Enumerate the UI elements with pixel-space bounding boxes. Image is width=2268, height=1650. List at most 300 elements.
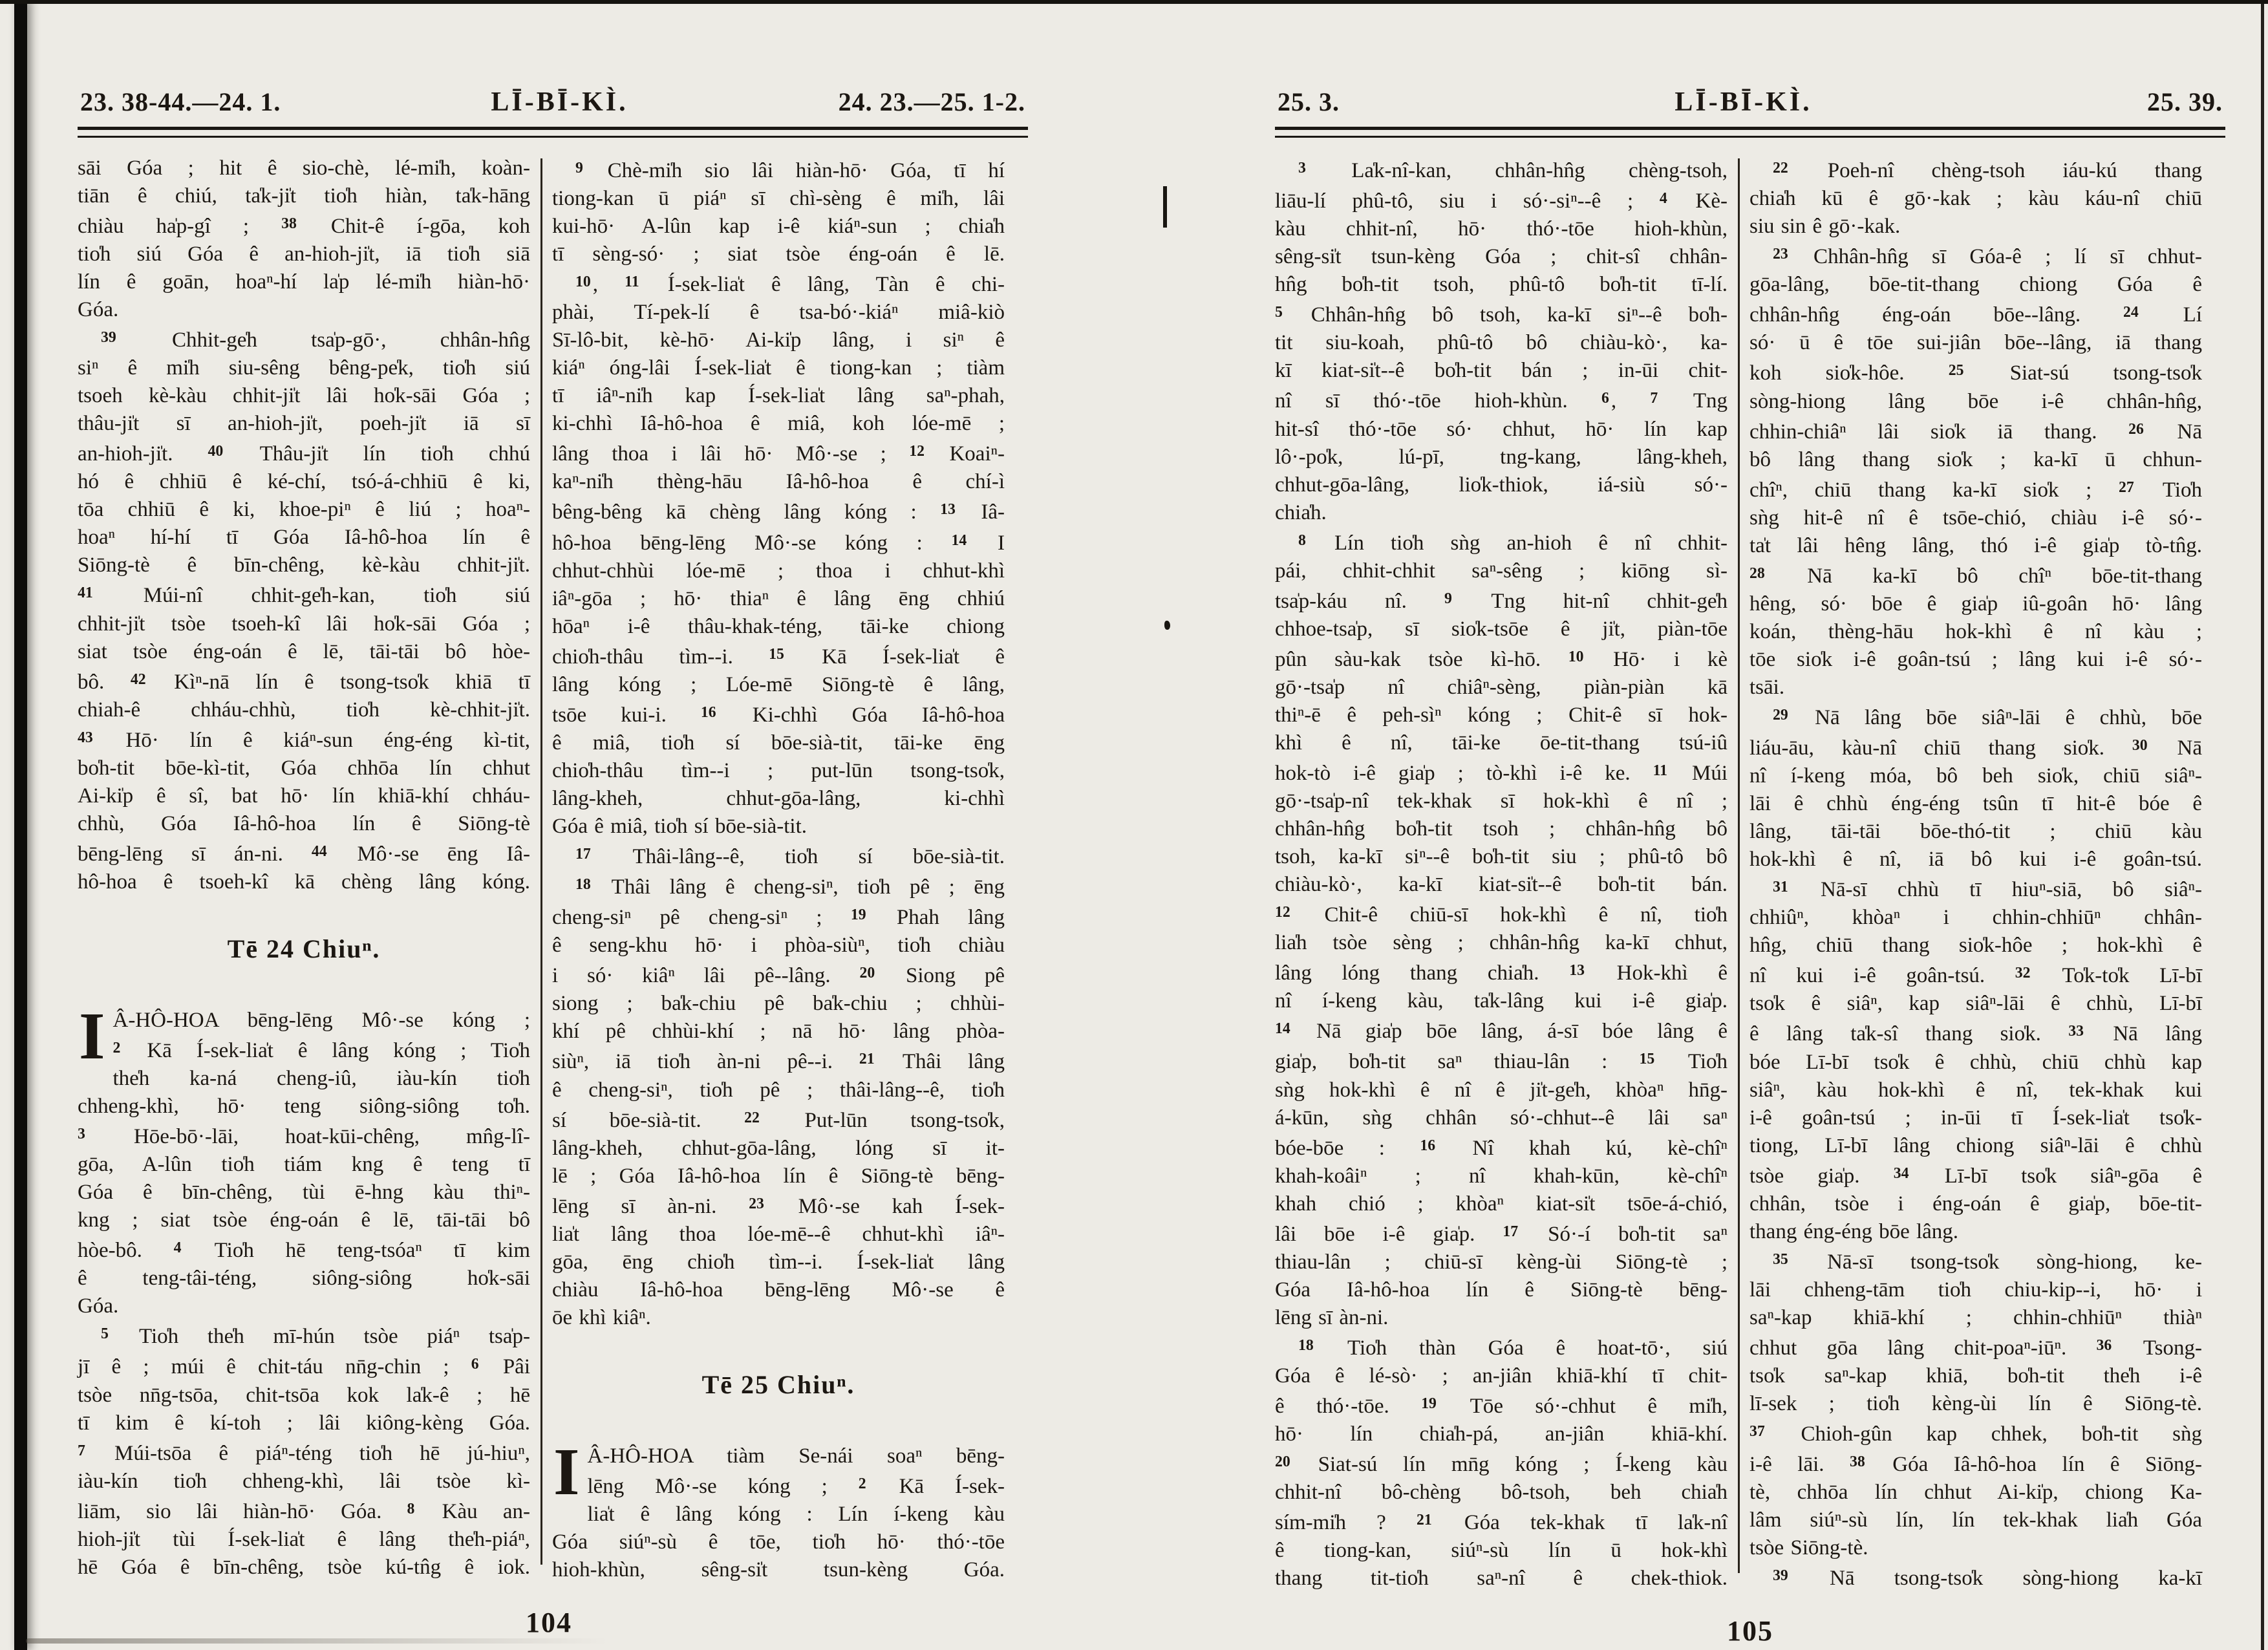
text-line: Góa. [78,298,119,322]
text-line: tsòe nn̄g-tsōa, chit-tsōa kok la̍k-ê ; hē [78,1383,530,1407]
verse-number: 8 [407,1500,415,1517]
text-line: lâng kóng ; Lóe-mē Siōng-tè ê lâng, [552,672,1005,696]
text-line: saⁿ-kap khiā-khí ; chhin-chhiūⁿ thiàⁿ [1749,1305,2202,1329]
scan-edge-right [2261,0,2264,1650]
verse-number: 29 [1773,706,1788,723]
text-line: kng ; siat tsòe éng-oán ê lē, tāi-tāi bô [78,1208,530,1232]
text-line: i-ê goân-tsú ; in-ūi tī Í-sek-lia̍t tso̍k- [1749,1106,2202,1130]
scan-edge-top [0,0,2268,4]
text-line: $^{17}$ Thâi-lâng--ê, tio̍h sí bōe-sià-tit. [575,845,1005,868]
verse-number: 34 [1893,1164,1909,1182]
text-line: sòng-hiong lâng bōe i-ê chhân-hn̂g, [1749,389,2202,413]
verse-number: 15 [769,645,784,663]
text-line: kaⁿ-ni̍h thèng-hāu Iâ-hô-hoa ê chí-ì [552,470,1005,494]
text-line: thiau-lân ; chiū-sī kèng-ùi Siōng-tè ; [1275,1250,1728,1274]
text-line: chhân-hn̂g éng-oán bōe--lâng. $^{24}$ Lí [1749,303,2202,327]
verse-number: 16 [700,703,716,721]
verse-number: 41 [78,584,93,602]
text-line: tiong-kan ū piáⁿ sī chì-sèng ê mi̍h, lâi [552,187,1005,211]
text-line: $^{14}$ Nā gia̍p bōe lâng, á-sī bóe lâng ê [1275,1020,1728,1044]
verse-number: 42 [130,670,146,688]
text-column [1749,155,2202,1592]
text-line: lâng-kheh, chhut-gōa-lâng, ki-chhì [552,786,1005,810]
text-line: tī sèng-só· ; siat tsòe éng-oán ê lē. [552,242,1005,266]
text-line: hn̂g bo̍h-tit tsoh, phû-tô bo̍h-tit tī-lí. [1275,273,1728,297]
text-column [1275,155,1728,1592]
text-line: chîⁿ, chiū thang ka-kī sio̍k ; $^{27}$ Tio̍h [1749,478,2202,502]
text-line: tsòe gia̍p. $^{34}$ Lī-bī tso̍k siâⁿ-gōa ê [1749,1164,2202,1188]
paragraph [78,998,530,1320]
paragraph [552,1434,1005,1584]
text-line: siat tsòe éng-oán ê lē, tāi-tāi bô hòe- [78,639,530,663]
text-line: hô-hoa bēng-lēng Mô·-se kóng : $^{14}$ I [552,531,1005,555]
scan-artifact [1164,621,1170,630]
paragraph [1749,155,2202,241]
verse-number: 12 [909,443,925,460]
text-line: i-ê lāi. $^{38}$ Góa Iâ-hô-hoa lín ê Siōng- [1749,1453,2202,1477]
text-line: Góa ê bīn-chêng, tùi ē-hng kàu thiⁿ- [78,1181,530,1205]
text-line: tī kim ê kí-toh ; lâi kiông-kèng Góa. [78,1411,530,1435]
verse-number: 23 [1773,246,1788,263]
text-line: $^{18}$ Thâi lâng ê cheng-siⁿ, tio̍h pê ; ēng [575,875,1005,899]
verse-number: 15 [1639,1051,1655,1068]
text-line: $^{10}$, $^{11}$ Í-sek-lia̍t ê lâng, Tàn ê chi- [575,273,1005,297]
verse-number: 27 [2119,478,2134,496]
paragraph [1749,702,2202,873]
verse-number: 13 [1569,962,1585,980]
verse-number: 3 [78,1126,85,1142]
text-line: chhoe-tsa̍p, sī sio̍k-tsōe ê ji̍t, piàn-tōe [1275,617,1728,641]
text-line: chiah-ê chháu-chhù, tio̍h kè-chhit-ji̍t. [78,698,530,722]
header-rule [78,127,1028,138]
text-line: hioh-ji̍t tùi Í-sek-lia̍t ê lâng the̍h-piáⁿ, [78,1527,530,1551]
text-line: lē ; Góa Iâ-hô-hoa lín ê Siōng-tè bēng- [552,1164,1005,1188]
verse-number: 25 [1948,362,1964,380]
text-line: tit siu-koah, phû-tô bô chiàu-kò·, ka- [1275,331,1728,355]
text-line: $^5$ Chhân-hn̂g bô tsoh, ka-kī siⁿ--ê bo̍h- [1275,303,1728,327]
verse-number: 18 [575,876,591,893]
text-line: jī ê ; múi ê chit-táu nn̄g-chin ; $^6$ Pâi [78,1355,530,1379]
text-line: Â-HÔ-HOA tiàm Se-nái soaⁿ bēng- [587,1444,1005,1468]
verse-number: 21 [1416,1512,1432,1529]
verse-number: 19 [850,906,866,924]
text-line: pûn sàu-kak tsòe kì-hō. $^{10}$ Hō· i kè [1275,647,1728,671]
text-line: Ai-ki̍p ê sî, bat hō· lín khiā-khí chháu- [78,784,530,808]
text-line: chhit-ji̍t tsòe tsoeh-kî lâi ho̍k-sāi Góa ; [78,612,530,636]
text-line: tōe sio̍k i-ê goân-tsú ; lâng kui i-ê só·- [1749,647,2202,671]
text-line: gō·-tsa̍p nî chiâⁿ-sèng, piàn-piàn kā [1275,675,1728,699]
header-rule [1275,127,2225,138]
chapter-heading: Tē 24 Chiuⁿ. [227,934,381,963]
running-head-verse-range-left: 23. 38-44.—24. 1. [80,87,281,116]
verse-number: 14 [1275,1020,1290,1038]
text-line: hō· lín chia̍h-pá, an-jiân khiā-khí. [1275,1422,1728,1446]
text-line: $^{31}$ Nā-sī chhù tī hiuⁿ-siā, bô siâⁿ- [1773,878,2202,902]
text-line: tè, chhōa lín chhut Ai-ki̍p, chiong Ka- [1749,1481,2202,1505]
text-line: chhiûⁿ, khòaⁿ i chhin-chhiūⁿ chhân- [1749,906,2202,930]
text-line: chio̍h-thâu tìm--i ; put-lūn tsong-tso̍k, [552,758,1005,782]
text-line: tsōe kui-i. $^{16}$ Ki-chhì Góa Iâ-hô-hoa [552,703,1005,727]
paragraph [552,155,1005,268]
text-line: thang éng-éng bōe lâng. [1749,1219,1959,1243]
verse-number: 8 [1298,531,1306,549]
chapter-heading: Tē 25 Chiuⁿ. [701,1369,855,1399]
verse-number: 12 [1275,904,1290,921]
verse-number: 32 [2015,965,2031,982]
verse-number: 5 [101,1325,109,1343]
text-line: lâm siúⁿ-sù lín, lín tek-khak lia̍h Góa [1749,1508,2202,1532]
verse-number: 36 [2096,1336,2112,1354]
text-line: iàu-kín tio̍h chheng-khì, lâi tsòe kì- [78,1469,530,1493]
text-line: lâi bōe i-ê gia̍p. $^{17}$ Só·-í bo̍h-tit saⁿ [1275,1222,1728,1246]
text-line: $^{39}$ Nā tsong-tso̍k sòng-hiong ka-kī [1773,1567,2202,1591]
text-line: só· ū ê tōe sui-jiân bōe--lâng, iā thang [1749,331,2202,355]
column-divider [540,158,542,1565]
text-line: bêng-bêng kā chèng lâng kóng : $^{13}$ Iâ- [552,500,1005,524]
verse-number: 33 [2068,1023,2084,1040]
verse-number: 6 [1601,390,1609,407]
text-line: an-hioh-ji̍t. $^{40}$ Thâu-ji̍t lín tio̍h chhú [78,442,530,466]
text-line: bô lâng thang sio̍k ; ka-kī ū chhun- [1749,447,2202,471]
text-line: lāi ê chhù éng-éng tsûn tī hit-ê bóe ê [1749,792,2202,816]
text-line: $^{18}$ Tio̍h thàn Góa ê hoat-tō·, siú [1298,1336,1728,1360]
text-line: bóe-bōe : $^{16}$ Nî khah kú, kè-chîⁿ [1275,1136,1728,1160]
text-line: chhut-chhùi lóe-mē ; thoa i chhut-khì [552,559,1005,583]
text-line: siâⁿ, kàu hok-khì ê nî, tek-khak kui [1749,1078,2202,1102]
text-line: hit-sî thó·-tōe só· chhut, hō· lín kap [1275,417,1728,441]
verse-number: 23 [749,1195,764,1212]
text-line: nî í-keng kàu, ta̍k-lâng kui i-ê gia̍p. [1275,989,1728,1013]
paragraph [1749,241,2202,702]
verse-number: 22 [744,1109,760,1126]
text-line: ê thó·-tōe. $^{19}$ Tōe só·-chhut ê mi̍h, [1275,1395,1728,1418]
text-line: khí pê chhùi-khí ; nā hō· lâng phòa- [552,1020,1005,1044]
verse-number: 4 [173,1239,182,1257]
text-line: sǹg hit-ê nî ê tsōe-chió, chiàu i-ê só·- [1749,506,2202,530]
book-title: LĪ-BĪ-KÌ. [491,87,628,117]
text-line: chhân, tsòe i éng-oán ê gia̍p, bōe-tit- [1749,1192,2202,1216]
verse-number: 43 [78,729,93,746]
text-line: $^{37}$ Chioh-gûn kap chhek, bo̍h-tit sǹg [1749,1422,2202,1446]
book-title: LĪ-BĪ-KÌ. [1674,87,1812,117]
verse-number: 39 [1773,1567,1788,1585]
text-line: hô-hoa ê tsoeh-kî kā chèng lâng kóng. [78,870,530,894]
text-line: chio̍h-thâu tìm--i. $^{15}$ Kā Í-sek-lia̍t ê [552,645,1005,669]
page-number: 105 [1727,1615,1773,1647]
text-line: gōa, A-lûn tio̍h tiám kng ê teng tī [78,1153,530,1177]
verse-number: 20 [859,965,875,982]
paragraph [78,324,530,896]
text-line: iâⁿ-gōa ; hō· thiaⁿ ê lâng ēng chhiú [552,586,1005,610]
text-line: lâng, tāi-tāi bōe-thó-tit ; chiū kàu [1749,820,2202,844]
paragraph [78,155,530,324]
text-line: chhân-hn̂g bo̍h-tit tsoh ; chhân-hn̂g bô [1275,817,1728,841]
text-line: liām, sio lâi hiàn-hō· Góa. $^8$ Kàu an- [78,1499,530,1523]
running-head [1275,87,2225,118]
text-line: hòe-bô. $^4$ Tio̍h hē teng-tsóaⁿ tī kim [78,1239,530,1263]
text-line: $^3$ La̍k-nî-kan, chhân-hn̂g chèng-tsoh, [1298,159,1728,183]
verse-number: 21 [859,1051,875,1068]
text-line: thiⁿ-ē ê peh-sìⁿ kóng ; Chit-ê sī hok- [1275,703,1728,727]
text-line: tsa̍p-káu nî. $^9$ Tng hit-nî chhit-ge̍h [1275,589,1728,613]
text-line: $^{12}$ Chit-ê chiū-sī hok-khì ê nî, tio̍h [1275,903,1728,927]
paragraph [1749,873,2202,1246]
text-line: hêng, só· bōe ê gia̍p iû-goân hō· lâng [1749,592,2202,616]
text-line: the̍h ka-ná cheng-iû, iàu-kín tio̍h [112,1067,530,1090]
verse-number: 17 [575,845,591,862]
verse-number: 3 [1298,160,1306,177]
text-line: Góa Iâ-hô-hoa lín ê Siōng-tè bēng- [1275,1278,1728,1302]
text-line: tiong, Lī-bī lâng chiong siâⁿ-lāi ê chhù [1749,1133,2202,1157]
verse-number: 7 [78,1442,85,1459]
verse-number: 11 [1653,762,1668,779]
text-line: chhut gōa lâng chit-poaⁿ-iūⁿ. $^{36}$ Tsong- [1749,1336,2203,1360]
text-line: $^7$ Múi-tsōa ê piáⁿ-téng tio̍h hē jú-hiuⁿ, [78,1441,530,1465]
text-line: bô. $^{42}$ Kìⁿ-nā lín ê tsong-tso̍k khiā tī [78,670,530,694]
running-head-verse-range-right: 25. 39. [2146,87,2223,116]
text-line: koán, thèng-hāu hok-khì ê nî kàu ; [1749,619,2202,643]
verse-number: 17 [1503,1223,1519,1240]
text-line: $^8$ Lín tio̍h sǹg an-hioh ê nî chhit- [1298,531,1728,555]
text-line: chhut-gōa-lâng, lio̍k-thiok, iá-siù só·- [1275,473,1728,497]
text-line: tso̍k saⁿ-kap khiā, bo̍h-tit the̍h i-ê [1749,1364,2202,1388]
text-line: gōa, ēng chio̍h tìm--i. Í-sek-lia̍t lâng [552,1250,1005,1274]
text-line: $^{29}$ Nā lâng bōe siâⁿ-lāi ê chhù, bōe [1773,706,2202,729]
text-line: $^{43}$ Hō· lín ê kiáⁿ-sun éng-éng kì-tit, [78,728,530,752]
verse-number: 10 [575,273,591,291]
text-line: siong ; ba̍k-chiu pê ba̍k-chiu ; chhùi- [552,992,1005,1016]
verse-number: 37 [1749,1422,1765,1440]
text-line: lāi chheng-tām tio̍h chiu-kip--i, hō· i [1749,1278,2202,1302]
text-line: $^5$ Tio̍h the̍h mī-hún tsòe piáⁿ tsa̍p- [101,1325,530,1349]
text-column [78,155,530,1584]
text-line: nî í-keng móa, bô beh sio̍k, chiū siâⁿ- [1749,764,2202,788]
text-line: tsòe Siōng-tè. [1749,1536,1868,1560]
text-line: $^{23}$ Chhân-hn̂g sī Góa-ê ; lí sī chhut- [1773,245,2202,269]
page-right [1275,87,2225,1647]
drop-cap: I [79,998,105,1073]
text-line: sāi Góa ; hit ê sio-chè, lé-mi̍h, koàn- [78,156,530,180]
text-line: khì ê nî, tāi-ke ōe-tit-thang tsú-iû [1275,731,1728,755]
running-head-verse-range-right: 24. 23.—25. 1-2. [838,87,1025,116]
text-line: Â-HÔ-HOA bēng-lēng Mô·-se kóng ; [112,1008,530,1032]
paragraph [1749,1246,2202,1563]
verse-number: 38 [1850,1453,1865,1470]
text-line: pái, chhit-chhit saⁿ-sêng ; kiōng sì- [1275,559,1728,583]
paragraph [552,871,1005,1332]
text-column [552,155,1005,1584]
running-head [78,87,1028,118]
text-line: ê lâng ta̍k-sî thang sio̍k. $^{33}$ Nā lâng [1749,1022,2203,1046]
verse-number: 39 [101,329,116,347]
verse-number: 19 [1421,1395,1437,1412]
column-divider [1738,158,1740,1573]
text-line: lēng sī àn-ni. $^{23}$ Mô·-se kah Í-sek- [552,1194,1005,1218]
verse-number: 20 [1275,1453,1290,1470]
text-line: $^{22}$ Poeh-nî chèng-tsoh iáu-kú thang [1773,159,2202,183]
text-line: koh sio̍k-hôe. $^{25}$ Siat-sú tsong-tso̍k [1749,361,2202,385]
text-line: chiàu-kò·, ka-kī kiat-si̍t--ê bo̍h-tit bán. [1275,873,1728,896]
text-line: tōa chhiū ê ki, khoe-piⁿ ê liú ; hoaⁿ- [78,498,530,522]
text-line: ê miâ, tio̍h sí bōe-sià-tit, tāi-ke ēng [552,731,1005,755]
text-line: $^9$ Chè-mi̍h sio lâi hiàn-hō· Góa, tī hí [575,159,1005,183]
paragraph [1275,155,1728,527]
text-line: tio̍h siú Góa ê an-hioh-ji̍t, iā tio̍h siā [78,242,530,266]
text-line: hoaⁿ hí-hí tī Góa Iâ-hô-hoa lín ê [78,526,530,550]
verse-number: 35 [1773,1250,1788,1268]
verse-number: 22 [1773,160,1788,177]
text-line: gōa-lâng, bōe-tit-thang chiong Góa ê [1749,273,2202,297]
verse-number: 10 [1568,648,1584,665]
text-line: chhù, Góa Iâ-hô-hoa lín ê Siōng-tè [78,811,530,835]
text-line: lī-sek ; tio̍h kèng-ùi lín ê Siōng-tè. [1749,1391,2202,1415]
text-line: siùⁿ, iā tio̍h àn-ni pê--i. $^{21}$ Thâi lâng [552,1050,1005,1074]
text-line: chiàu Iâ-hô-hoa bēng-lēng Mô·-se ê [552,1278,1005,1302]
verse-number: 2 [112,1039,121,1056]
verse-number: 4 [1659,190,1667,208]
text-line: lēng sī àn-ni. [1275,1305,1389,1329]
verse-number: 44 [311,842,327,860]
text-line: thang tit-tio̍h saⁿ-nî ê chek-thiok. [1275,1567,1728,1591]
text-line: $^{28}$ Nā ka-kī bô chîⁿ bōe-tit-thang [1749,564,2202,588]
drop-cap: I [553,1434,580,1509]
text-line: phài, Tí-pek-lí ê tsa-bó·-kiáⁿ miâ-kiò [552,301,1005,325]
text-line: hok-khì ê nî, iā bô kui i-ê goân-tsú. [1749,848,2202,872]
text-line: chiàu ha̍p-gî ; $^{38}$ Chit-ê í-gōa, koh [78,215,530,239]
text-line: thâu-ji̍t sī an-hioh-ji̍t, poeh-ji̍t iā sī [78,412,530,436]
text-line: liāu-lí phû-tô, siu i só·-siⁿ--ê ; $^4$ Kè- [1275,189,1728,213]
text-line: bóe Lī-bī tso̍k ê chhù, chiū chhù kap [1749,1050,2202,1074]
text-line: ê seng-khu hō· i phòa-siùⁿ, tio̍h chiàu [552,934,1005,958]
verse-number: 18 [1298,1336,1314,1354]
text-line: gia̍p, bo̍h-tit saⁿ thiau-lân : $^{15}$ Tio̍h [1275,1050,1728,1074]
text-line: hok-tò i-ê gia̍p ; tò-khì i-ê ke. $^{11}$ Múi [1275,762,1728,785]
page-left [78,87,1028,1639]
text-line: khah chió ; khòaⁿ kiat-si̍t tsōe-á-chió, [1275,1192,1728,1216]
text-line: lia̍t lâng thoa lóe-mē--ê chhut-khì iâⁿ- [552,1222,1005,1246]
verse-number: 13 [940,501,956,519]
text-line: tso̍k ê siâⁿ, kap siâⁿ-lāi ê chhù, Lī-bī [1749,992,2202,1016]
verse-number: 28 [1749,564,1765,582]
text-line: siu sin ê gō·-kak. [1749,215,1901,239]
text-line: lia̍t ê lâng kóng : Lín í-keng kàu [587,1502,1005,1526]
paragraph [1275,1332,1728,1593]
scan-artifact [26,1638,608,1644]
verse-number: 38 [281,215,297,232]
text-line: chheng-khì, hō· teng siông-siông to̍h. [78,1095,530,1118]
text-line: lâng thoa i lâi hō· Mô·-se ; $^{12}$ Koaiⁿ- [552,442,1005,466]
text-line: chhit-nî bô-chèng bô-tsoh, beh chia̍h [1275,1481,1728,1505]
text-line: bēng-lēng sī án-ni. $^{44}$ Mô·-se ēng Iâ- [78,842,530,866]
text-line: bo̍h-tit bōe-kì-tit, Góa chhōa lín chhut [78,756,530,780]
text-line: tiān ê chiú, ta̍k-ji̍t tio̍h hiàn, ta̍k-hāng [78,184,530,208]
text-line: cheng-siⁿ pê cheng-siⁿ ; $^{19}$ Phah lâng [552,906,1005,930]
text-line: $^{20}$ Siat-sú lín mn̄g kóng ; Í-keng kàu [1275,1453,1728,1477]
text-line: Góa siúⁿ-sù ê tōe, tio̍h hō· thó·-tōe [552,1530,1005,1554]
verse-number: 2 [858,1475,866,1492]
text-line: ê cheng-siⁿ, tio̍h pê ; thâi-lâng--ê, tio̍h [552,1078,1005,1102]
text-line: hōaⁿ i-ê thâu-khak-téng, tāi-ke chiong [552,614,1005,638]
text-line: lâng-kheh, chhut-gōa-lâng, lóng sī it- [552,1136,1005,1160]
text-line: nî sī thó·-tōe hioh-khùn. $^6$, $^7$ Tng [1275,389,1728,413]
text-line: liáu-āu, kàu-nî chiū thang sio̍k. $^{30}$ Nā [1749,736,2202,760]
text-line: Siōng-tè ê bīn-chêng, kè-kàu chhit-ji̍t. [78,553,530,577]
text-line: ki-chhì Iâ-hô-hoa ê miâ, koh lóe-mē ; [552,412,1005,436]
text-line: ōe khì kiâⁿ. [552,1305,651,1329]
verse-number: 24 [2123,304,2139,321]
text-line: sêng-si̍t tsun-kèng Góa ; chit-sî chhân- [1275,245,1728,269]
text-line: kàu chhit-nî, hō· thó·-tōe hioh-khùn, [1275,217,1728,241]
verse-number: 9 [575,160,583,177]
paragraph [1749,1562,2202,1592]
text-line: sǹg hok-khì ê nî ê ji̍t-ge̍h, khòaⁿ hn̄g- [1275,1078,1728,1102]
text-line: Góa ê lé-sò· ; an-jiân khiā-khí tī chit- [1275,1364,1728,1388]
text-line: hioh-khùn, sêng-si̍t tsun-kèng Góa. [552,1558,1005,1581]
text-line: hn̂g, chiū thang sio̍k-hôe ; hok-khì ê [1749,934,2202,958]
book-edge-shadow [14,0,27,1650]
text-line: $^{39}$ Chhit-ge̍h tsa̍p-gō·, chhân-hn̂g [101,328,530,352]
text-line: sí bōe-sià-tit. $^{22}$ Put-lūn tsong-tso̍k, [552,1108,1005,1132]
verse-number: 5 [1275,304,1283,321]
text-line: chia̍h kū ê gō·-kak ; kàu káu-nî chiū [1749,187,2202,211]
verse-number: 11 [625,273,639,291]
verse-number: 6 [471,1356,479,1373]
text-line: i só· kiâⁿ lâi pê--lâng. $^{20}$ Siong pê [552,964,1005,988]
verse-number: 14 [951,531,967,549]
text-line: chia̍h. [1275,500,1327,524]
text-line: tsoh, ka-kī siⁿ--ê bo̍h-tit siu ; phû-tô bô [1275,845,1728,868]
text-line: chhin-chiâⁿ lâi sio̍k iā thang. $^{26}$ Nā [1749,420,2202,444]
text-line: lô·-po̍k, lú-pī, tng-kang, lâng-kheh, [1275,445,1728,469]
verse-number: 30 [2132,737,2148,754]
page-number: 104 [526,1606,572,1638]
text-line: siⁿ ê mi̍h siu-sêng bêng-pe̍k, tio̍h siú [78,356,530,380]
text-line: lēng Mô·-se kóng ; $^2$ Kā Í-sek- [587,1474,1005,1498]
text-line: kī kiat-si̍t--ê bo̍h-tit bán ; in-ūi chit- [1275,359,1728,383]
text-line: nî kui i-ê goân-tsú. $^{32}$ To̍k-to̍k Lī-bī [1749,964,2202,988]
text-line: tsoeh kè-kàu chhit-ji̍t lâi ho̍k-sāi Góa ; [78,384,530,408]
text-line: hē Góa ê bīn-chêng, tsòe kú-tn̂g ê iok. [78,1555,530,1579]
verse-number: 26 [2128,420,2144,438]
text-line: Góa. [78,1294,119,1318]
text-line: Sī-lô-bit, kè-hō· Ai-ki̍p lâng, i siⁿ ê [552,328,1005,352]
text-line: $^{35}$ Nā-sī tsong-tso̍k sòng-hiong, ke- [1773,1250,2202,1274]
running-head-verse-range-left: 25. 3. [1278,87,1340,116]
paragraph [1275,527,1728,1332]
paragraph [552,841,1005,871]
text-line: gō·-tsa̍p-nî tek-khak sī hok-khì ê nî ; [1275,789,1728,813]
text-line: khah-koâiⁿ ; nî khah-kūn, kè-chîⁿ [1275,1164,1728,1188]
text-line: kui-hō· A-lûn kap i-ê kiáⁿ-sun ; chia̍h [552,215,1005,239]
text-line: ê tiong-kan, siúⁿ-sù lín ū hok-khì [1275,1539,1728,1563]
text-line: lia̍h tsòe sèng ; chhân-hn̂g ka-kī chhut, [1275,931,1728,955]
text-line: ta̍t lâi hêng lâng, thó i-ê gia̍p tò-tn̂g. [1749,533,2202,557]
text-line: tī iâⁿ-ni̍h kap Í-sek-lia̍t lâng saⁿ-phah, [552,384,1005,408]
verse-number: 31 [1773,879,1788,896]
text-line: $^{41}$ Múi-nî chhit-ge̍h-kan, tio̍h siú [78,584,530,608]
text-line: lâng lóng thang chia̍h. $^{13}$ Hok-khì ê [1275,961,1728,985]
text-line: kiáⁿ óng-lâi Í-sek-lia̍t ê tiong-kan ; tiàm [552,356,1005,380]
text-line: tsāi. [1749,675,1785,699]
verse-number: 9 [1444,590,1452,607]
verse-number: 7 [1650,390,1658,407]
paragraph [78,1320,530,1581]
text-line: hó ê chhiū ê ké-chí, tsó-á-chhiū ê ki, [78,470,530,494]
text-line: á-kūn, sǹg chhân só·-chhut--ê lâi saⁿ [1275,1106,1728,1130]
text-line: lín ê goān, hoaⁿ-hí la̍p lé-mi̍h hiàn-hō· [78,270,530,294]
text-line: ê teng-tâi-téng, siông-siông ho̍k-sāi [78,1267,530,1291]
text-line: $^2$ Kā Í-sek-lia̍t ê lâng kóng ; Tio̍h [112,1039,530,1062]
